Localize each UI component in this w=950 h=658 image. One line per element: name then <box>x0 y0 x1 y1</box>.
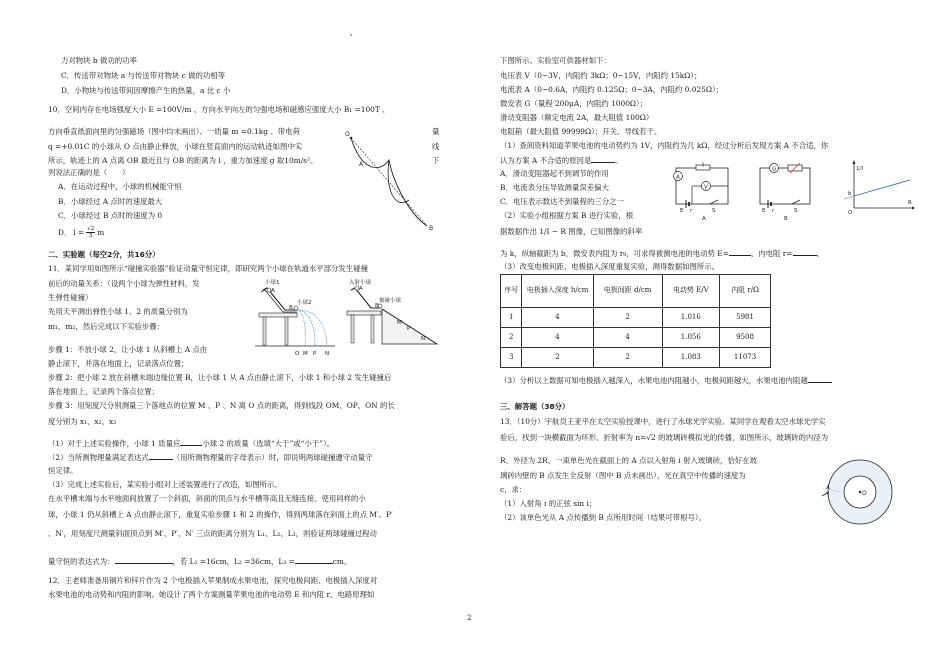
table-cell: 1.016 <box>662 308 720 328</box>
label-o: O <box>295 351 300 357</box>
graph-line <box>854 180 910 196</box>
label-b: B <box>289 305 293 311</box>
q11-part2-c: 恒定律。 <box>48 466 78 475</box>
equipment-ammeter: 电流表 A（0~0.6A，内阻约 0.125Ω；0~3A，内阻约 0.025Ω）； <box>500 85 724 94</box>
q13-stem-4: 璃砖内壁的 B 点发生全反射（图中 B 点未画出），光在真空中传播的速度为 <box>500 471 746 480</box>
table-cell: 4 <box>522 328 593 348</box>
label-p-prime: P′ <box>407 326 412 332</box>
table-header-row <box>501 275 771 308</box>
q11-stem-1: 11．某同学用如图所示“碰撞实验器”验证动量守恒定律，即研究两个小球在轨道水平部分发生碰撞 <box>48 264 368 273</box>
table-header: 电动势 E/V <box>662 275 720 308</box>
answer-blank <box>115 555 173 564</box>
q10-stem-3: q =+0.01C 的小球从 O 点由静止释放，小球在竖直面内的运动轨迹如图中实 <box>48 142 303 151</box>
page-number: 2 <box>467 614 472 622</box>
ob-line <box>351 138 427 226</box>
switch-icon <box>792 200 800 204</box>
table-row <box>501 348 771 368</box>
answer-blank <box>808 374 832 383</box>
q10-option-c: C．小球经过 B 点时的速度为 0 <box>58 211 163 220</box>
center-point <box>859 491 861 493</box>
q11-stem-2: 前后的动量关系：（设两个小球为弹性材料，发 <box>48 279 200 288</box>
q9-option-d: D．小物块与传送带间因摩擦产生的热量，a 比 c 小 <box>61 86 231 95</box>
q11-part1-a: （1）对于上述实验操作，小球 1 质量应 <box>48 439 181 448</box>
trajectory-n <box>297 310 327 346</box>
q10-trajectory-figure <box>345 130 435 240</box>
point-o <box>350 137 353 140</box>
q12-part2-c <box>500 247 824 260</box>
equipment-microammeter: 微安表 G（量程 200μA，内阻约 1000Ω）； <box>500 99 648 108</box>
q10-option-a: A．在运动过程中，小球的机械能守恒 <box>58 182 182 191</box>
table-cell: 1.083 <box>662 348 720 368</box>
fraction-denominator: 5 <box>88 233 93 240</box>
equipment-voltmeter: 电压表 V（0~3V，内阻约 3kΩ；0~15V，内阻约 15kΩ）； <box>500 71 702 80</box>
internal-r-label: r <box>772 208 775 214</box>
inverse-current-graph <box>840 160 915 215</box>
label-a: A <box>359 161 364 168</box>
internal-r-label: r <box>690 208 693 214</box>
switch-label: S <box>712 208 716 214</box>
q11-part3-b: 在水平槽末端与水平地面间放置了一个斜面，斜面的顶点与水平槽等高且无缝连接。使用同样的小 <box>48 494 366 503</box>
glass-ring-figure <box>820 452 890 532</box>
answer-blank <box>180 437 202 446</box>
q11-step1-b: 静止滚下，并落在地面上，记录落点位置； <box>48 359 189 368</box>
q10-question: 列说法正确的是（ ） <box>48 168 130 177</box>
table-header: 序号 <box>501 275 522 308</box>
table-cell: 3 <box>501 348 522 368</box>
q11-part3-e-a: 量守恒的表达式为： <box>48 557 115 566</box>
label-n-prime: N′ <box>421 336 427 342</box>
label-b: B <box>375 303 379 309</box>
table-cell: 1 <box>501 308 522 328</box>
table-cell: 2 <box>522 348 593 368</box>
q12-option-a: A．滑动变阻器起不到调节的作用 <box>500 169 609 178</box>
option-d-label: D． <box>58 227 72 237</box>
table-cell: 4 <box>593 328 662 348</box>
page-dot <box>350 34 352 36</box>
answer-blank <box>793 247 817 256</box>
q10-stem-2: 方向垂直纸面向里的匀强磁场（图中均未画出）。一质量 m =0.1kg 、带电荷 <box>48 127 300 136</box>
support-leg <box>351 315 354 343</box>
q10-stem-2-tail: 量 <box>432 127 440 136</box>
emf-label: E <box>680 208 684 214</box>
q9-continued-line: 力对物块 b 做功的功率 <box>61 56 137 65</box>
label-target-ball: 被碰小球 <box>379 298 402 304</box>
q12-part2-c-end: 。 <box>816 249 824 258</box>
table-cell: 2 <box>593 308 662 328</box>
q12-continued: 下图所示。实验室可供器材如下： <box>500 56 611 65</box>
table-cell: 2 <box>501 328 522 348</box>
label-n: N <box>325 351 330 357</box>
q11-part1-b: 小球 2 的质量（选填“大于”或“小于”）。 <box>202 439 335 448</box>
incidence-point-label: A <box>826 485 830 491</box>
answer-blank <box>295 555 333 564</box>
support-leg <box>285 317 288 345</box>
q12-part2-b-formula: 1/I − R 图像，已知图像的斜率 <box>539 227 643 236</box>
q12-option-c: C．电压表示数达不到量程的三分之一 <box>500 197 624 206</box>
q12-stem-1: 12．王老师准备用铜片和锌片作为 2 个电极插入苹果制成水果电池，探究电极间距、电极插入深度对 <box>48 576 378 585</box>
intercept-label: b <box>848 191 852 197</box>
q11-step1-a: 步骤 1：不放小球 2，让小球 1 从斜槽上 A 点由 <box>48 345 208 354</box>
q11-step3-a: 步骤 3：用刻度尺分别测量三个落地点的位置 M 、P 、N 离 O 点的距离，得到线段 OM、OP、ON 的长 <box>48 401 395 410</box>
answer-blank <box>729 247 751 256</box>
table-cell: 9508 <box>720 328 771 348</box>
q13-stem-5: c，求： <box>500 485 527 494</box>
q12-part2-a: （2）实验小组根据方案 B 进行实验，根 <box>500 211 634 220</box>
q11-part2 <box>48 451 372 464</box>
q11-part2-a: （2）当所测物理量满足表达式 <box>48 453 149 462</box>
q12-part1-b-end: 。 <box>615 156 623 165</box>
option-d-unit: m <box>97 227 105 237</box>
q10-stem-3-tail: 线 <box>432 142 440 151</box>
q12-stem-2: 水果电池的电动势和内阻的影响。她设计了两个方案测量苹果电池的电动势 E 和内阻 r，电路原理如 <box>48 590 375 599</box>
y-axis-label: 1/I <box>856 166 863 172</box>
q9-option-c: C．传送带对物块 a 与传送带对物块 c 做的功相等 <box>61 71 226 80</box>
q11-part3-e-c: cm。 <box>332 557 352 566</box>
fraction-numerator: √2 <box>87 226 95 232</box>
support-beam <box>347 311 381 315</box>
switch-icon <box>710 200 718 204</box>
q12-option-b: B．电流表分压导致测量误差偏大 <box>500 183 609 192</box>
voltmeter-label: V <box>704 184 708 191</box>
q11-step3-b: 度分别为 x₁、x₂、x₃ <box>48 417 117 426</box>
q12-part2-c-text: 为 k，纵轴截距为 b，微安表内阻为 r₉，可求得被测电池的电动势 E= <box>500 249 729 258</box>
switch-label: S <box>794 208 798 214</box>
microammeter-label: G <box>772 166 777 173</box>
ammeter-label: A <box>676 174 680 181</box>
equipment-rheostat: 滑动变阻器（额定电流 2A，最大阻值 100Ω） <box>500 113 654 122</box>
x-axis-label: R <box>908 200 912 206</box>
q12-part1-b-text: 认为方案 A 不合适的原因是 <box>500 156 592 165</box>
q10-stem-4: 所示，轨迹上的 A 点离 OB 最近且与 OB 的距离为 l ，重力加速度 g 取10m/s²。 <box>48 156 318 165</box>
support-leg <box>263 317 266 345</box>
label-a: A <box>271 288 275 294</box>
trajectory-m <box>297 310 305 346</box>
label-b: B <box>429 225 434 232</box>
option-d-var: l = <box>73 227 85 237</box>
label-m-prime: M′ <box>397 320 403 326</box>
q11-part1 <box>48 437 334 450</box>
answer-blank <box>591 154 615 163</box>
q11-step2-a: 步骤 2：把小球 2 放在斜槽末端边缘位置 B，让小球 1 从 A 点由静止滚下，小球 1 和小球 2 发生碰撞后 <box>48 373 392 382</box>
collision-apparatus-figure-1 <box>255 278 335 358</box>
q13-part2: （2）该单色光从 A 点传播到 B 点所用时间（结果可带根号）。 <box>500 513 706 522</box>
label-o: O <box>345 131 350 138</box>
table-cell: 1.056 <box>662 328 720 348</box>
equipment-resistance-box: 电阻箱（最大阻值 99999Ω）；开关、导线若干。 <box>500 127 662 136</box>
q13-part1: （1）入射角 i 的正弦 sin i； <box>500 499 597 508</box>
table-cell: 5981 <box>720 308 771 328</box>
label-ball2: 小球2 <box>297 300 312 306</box>
q11-part3-e-b: ，若 L₁ =16cm，L₂ =36cm，L₃ = <box>172 557 295 566</box>
q10-stem-1: 10．空间内存在电场强度大小 E =100V/m 、方向水平向左的匀强电场和磁感应强度大小 B₁ =100T 、 <box>48 105 390 114</box>
table-header: 内阻 r/Ω <box>720 275 771 308</box>
table-row <box>501 308 771 328</box>
q11-stem-3: 生弹性碰撞） <box>48 293 93 302</box>
label-ball1: 小球1 <box>265 280 280 286</box>
table-row <box>501 328 771 348</box>
fraction <box>86 226 95 239</box>
q12-part3-conclusion <box>500 374 832 387</box>
q11-part3-e <box>48 555 351 568</box>
section-experiment-title: 二、实验题（每空2分，共16分） <box>48 250 160 259</box>
q11-part2-b: （用所测物理量的字母表示）时，即说明两球碰撞遵守动量守 <box>172 453 373 462</box>
support-beam <box>259 313 297 317</box>
table-header: 电极间距 d/cm <box>593 275 662 308</box>
table-cell: 11073 <box>720 348 771 368</box>
label-p: P <box>313 351 317 357</box>
q13-stem-1: 13．（10分）宇航员王亚平在太空实验授课中，进行了水球光学实验。某同学在观看太空水球光学实 <box>500 417 826 426</box>
label-incident-ball: 入射小球 <box>349 280 372 286</box>
q13-stem-3: R、外径为 2R。一束单色光在截面上的 A 点以入射角 i 射入玻璃砖，恰好在玻 <box>500 456 758 465</box>
q11-stem-4: 先用天平测出弹性小球 1、2 的质量分别为 <box>48 307 188 316</box>
q12-part1-b <box>500 154 623 167</box>
q10-option-d <box>48 226 104 239</box>
collision-apparatus-figure-2 <box>345 278 440 358</box>
trajectory-p <box>297 310 315 346</box>
trajectory-loop <box>388 160 409 203</box>
emf-label: E <box>762 208 766 214</box>
q10-option-b: B．小球经过 A 点时的速度最大 <box>58 197 163 206</box>
support-leg <box>371 315 374 343</box>
circuit-a-label: A <box>702 216 706 222</box>
q11-stem-5: m₁、m₂，然后完成以下实验步骤： <box>48 322 165 331</box>
q11-part3-a: （3）完成上述实验后，某实验小组对上述装置进行了改造，如图所示。 <box>48 480 282 489</box>
q10-stem-4-tail: 下 <box>432 156 440 165</box>
answer-blank <box>149 451 173 460</box>
label-m: M <box>303 351 308 357</box>
label-a: A <box>359 286 363 292</box>
q11-part3-c: 球，小球 1 仍从斜槽上 A 点由静止滚下，重复实验步骤 1 和 2 的操作，得到两球落在斜面上的点 M′、P′ <box>48 510 393 519</box>
q12-part2-b-text: 据数据作出 <box>500 227 537 236</box>
q12-part2-c-mid: ，内电阻 r= <box>750 249 793 258</box>
origin-label: O <box>848 210 853 216</box>
circuit-loop <box>760 168 810 204</box>
q12-part3-title: （3）改变电极间距、电极插入深度重复实验，测得数据如图所示。 <box>500 262 720 271</box>
x-axis-arrow <box>912 207 915 210</box>
y-axis-arrow <box>853 160 856 164</box>
ball-2 <box>294 306 298 310</box>
circuit-b-figure <box>756 162 818 222</box>
q12-part1-a: （1）查阅资料知道苹果电池的电动势约为 1V，内阻约为几 kΩ，经过分析后发现方案 A 不合适，你 <box>500 141 829 150</box>
section-solution-title: 三、解答题（38分） <box>500 402 570 411</box>
table-cell: 2 <box>593 348 662 368</box>
table-cell: 4 <box>522 308 593 328</box>
circuit-a-figure <box>672 162 737 222</box>
q11-part3-d: 、N′，用刻度尺测量斜面顶点到 M′、P′、N′ 三点的距离分别为 L₁、L₂、L₃，则验证两球碰撞过程动 <box>48 529 377 538</box>
q11-step2-b: 落在地面上，记录两个落点位置； <box>48 387 159 396</box>
q12-part3-conclusion-text: （3）分析以上数据可知电极插入越深入，水果电池内阻越小，电极间距越大，水果电池内阻越 <box>500 376 808 385</box>
center-label: O <box>862 490 867 497</box>
circuit-b-label: B <box>784 216 788 222</box>
data-table <box>500 274 771 368</box>
table-header: 电极插入深度 h/cm <box>522 275 593 308</box>
q12-part2-b <box>500 226 642 238</box>
q13-stem-2: 验后，找到一块横截面为环形、折射率为 n=√2 的玻璃砖模拟光的传播，如图所示，玻璃砖的内径为 <box>500 433 829 442</box>
